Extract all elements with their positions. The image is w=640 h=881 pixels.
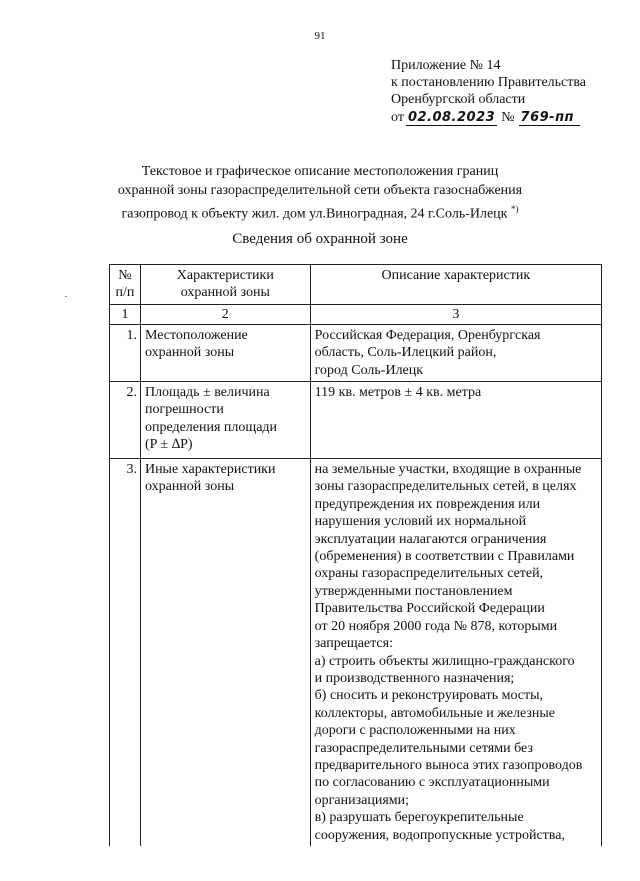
title-line-1: Текстовое и графическое описание местоположения границ (141, 164, 499, 179)
appendix-date-line (391, 109, 586, 126)
date-prefix: от (391, 110, 404, 125)
handwritten-date: 02.08.2023 (407, 110, 496, 125)
index-cell-1: 1 (110, 304, 141, 324)
appendix-resolution: к постановлению Правительства (391, 75, 587, 90)
appendix-title: Приложение № 14 (391, 58, 501, 73)
index-cell-2: 2 (140, 304, 310, 324)
index-cell-3: 3 (310, 304, 601, 324)
row-characteristic: Местоположение охранной зоны (140, 324, 310, 381)
row-description: 119 кв. метров ± 4 кв. метра (310, 382, 601, 459)
footnote-mark: *) (510, 204, 519, 214)
scan-speck (65, 296, 67, 297)
table-row (110, 382, 602, 459)
table-row (110, 459, 602, 846)
title-line-2: охранной зоны газораспределительной сети объекта газоснабжения (117, 183, 523, 198)
page-number: 91 (314, 30, 326, 42)
section-subtitle: Сведения об охранной зоне (232, 231, 408, 247)
header-number: № п/п (110, 265, 141, 305)
title-line-3 (0, 200, 640, 224)
handwritten-number: 769-пп (519, 111, 581, 126)
row-description: Российская Федерация, Оренбургская область, Соль-Илецкий район, город Соль-Илецк (310, 324, 601, 381)
header-description: Описание характеристик (310, 265, 601, 305)
zone-table (109, 264, 602, 846)
table-header-row (110, 265, 602, 305)
row-number: 1. (110, 324, 141, 381)
table-index-row (110, 304, 602, 324)
document-title (0, 162, 640, 224)
title-line-3-text: газопровод к объекту жил. дом ул.Виноградная, 24 г.Соль-Илецк (121, 206, 508, 222)
row-number: 3. (110, 459, 141, 846)
number-sign: № (501, 110, 515, 125)
row-description: на земельные участки, входящие в охранные зоны газораспределительных сетей, в целях предупреждения их повреждения или нарушения условий их нормальной эксплуатации налагаются ограничения (обременения) в соответствии с Правилами охраны газораспределительных сетей, утвержденными постановлением Правительства Российской Федерации от 20 ноября 2000 года № 878, которыми запрещается: а) строить объекты жилищно-гражданского и производственного назначения; б) сносить и реконструировать мосты, коллекторы, автомобильные и железные дороги с расположенными на них газораспределительными сетями без предварительного выноса этих газопроводов по согласованию с эксплуатационными организациями; в) разрушать берегоукрепительные сооружения, водопропускные устройства, (310, 459, 601, 846)
table-row (110, 324, 602, 381)
row-characteristic: Площадь ± величина погрешности определения площади (P ± ∆P) (140, 382, 310, 459)
row-characteristic: Иные характеристики охранной зоны (140, 459, 310, 846)
row-number: 2. (110, 382, 141, 459)
appendix-region: Оренбургской области (391, 92, 526, 107)
appendix-block (391, 57, 586, 126)
header-characteristics: Характеристики охранной зоны (140, 265, 310, 305)
